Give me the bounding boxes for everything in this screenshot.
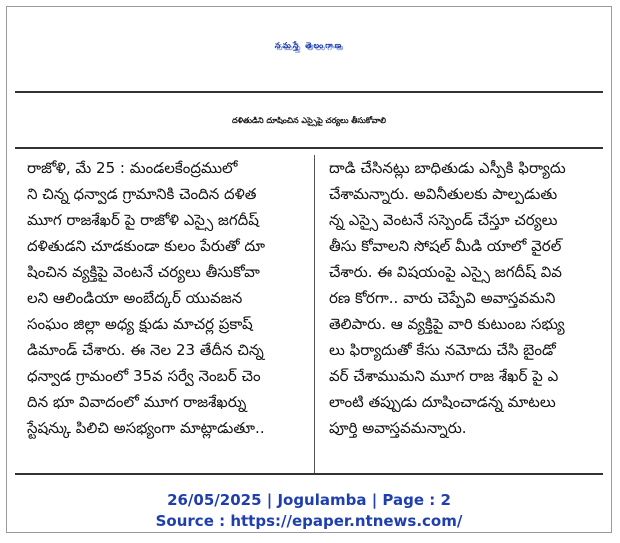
article-line: లు ఫిర్యాదుతో కేసు నమోదు చేసి బైండో (329, 341, 556, 359)
article-line: రాజోళి, మే 25 : మండలకేంద్రములో (27, 159, 238, 177)
article-line: తెలిపారు. ఆ వ్యక్తిపై వారి కుటుంబ సభ్యు (329, 315, 565, 333)
source-link[interactable]: Source : https://epaper.ntnews.com/ (155, 512, 463, 530)
newspaper-masthead: నమస్తే తెలంగాణ (274, 40, 344, 50)
article-line: షించిన వ్యక్తిపై వెంటనే చర్యలు తీసుకోవా (27, 263, 260, 281)
article-line: దళితుడని చూడకుండా కులం పేరుతో దూ (27, 237, 265, 255)
article-bottom-rule (15, 473, 603, 475)
article-line: దాడి చేసినట్లు బాధితుడు ఎస్పీకి ఫిర్యాదు (329, 159, 566, 177)
newspaper-clipping (6, 6, 612, 533)
article-headline: దళితుడిని దూషించిన ఎస్సైపై చర్యలు తీసుకోవాలి (231, 116, 387, 125)
column-divider (314, 155, 315, 473)
article-line: చేశామన్నారు. అవినీతులకు పాల్పడుతు (329, 185, 558, 203)
article-line: మూగ రాజశేఖర్ పై రాజోళి ఎస్సై జగదీష్ (27, 211, 259, 229)
article-line: ని చిన్న ధన్వాడ గ్రామానికి చెందిన దళిత (27, 185, 257, 203)
article-line: రణ కోరగా.. వారు చెప్పేవి అవాస్తవమని (329, 289, 556, 307)
article-line: ధన్వాడ గ్రామంలో 35వ సర్వే నెంబర్ చెం (27, 367, 261, 385)
article-line: వర్ చేశాముమని మూగ రాజ శేఖర్ పై ఎ (329, 367, 559, 385)
article-column-right (329, 155, 599, 441)
article-line: చేశారు. ఈ విషయంపై ఎస్సై జగదీష్ వివ (329, 263, 562, 281)
article-line: సంఘం జిల్లా అధ్య క్షుడు మాచర్ల ప్రకాష్ (27, 315, 253, 333)
article-line: పూర్తి అవాస్తవమన్నారు. (329, 419, 467, 437)
article-line: స్టేషన్కు పిలిచి అసభ్యంగా మాట్లాడుతూ.. (27, 419, 265, 437)
headline-rule (15, 147, 603, 149)
article-line: లని ఆలిండియా అంబేద్కర్ యువజన (27, 289, 243, 307)
masthead-rule (15, 91, 603, 93)
article-line: తీసు కోవాలని సోషల్ మీడి యాలో వైరల్ (329, 237, 562, 255)
publication-info: 26/05/2025 | Jogulamba | Page : 2 (167, 491, 451, 509)
article-line: దిన భూ వివాదంలో మూగ రాజశేఖర్ను (27, 393, 247, 411)
article-line: లాంటి తప్పుడు దూషించాడన్న మాటలు (329, 393, 556, 411)
article-line: న్న ఎస్సై వెంటనే సస్పెండ్ చేస్తూ చర్యలు (329, 211, 558, 229)
article-line: డిమాండ్ చేశారు. ఈ నెల 23 తేదీన చిన్న (27, 341, 264, 359)
article-column-left (27, 155, 297, 441)
